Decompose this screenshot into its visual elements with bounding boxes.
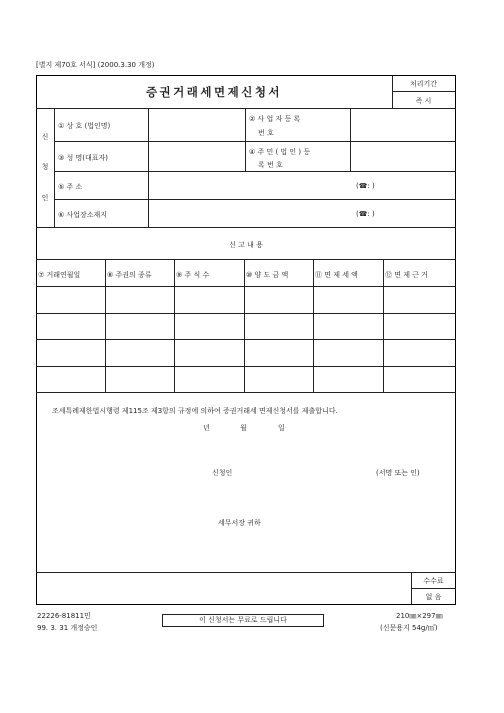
biz-reg-no-label: ② 사 업 자 등 록 xyxy=(249,115,301,123)
statement-text: 조세특례제한법시행령 제115조 제3항의 규정에 의하여 증권거래세 면제신청서를 제출합니다. xyxy=(52,407,338,415)
address-phone: (☎: ) xyxy=(356,182,375,190)
col-transfer-amount: ⑩ 양 도 금 액 xyxy=(246,271,289,279)
fee-value: 없 음 xyxy=(425,593,442,601)
biz-reg-no-field[interactable] xyxy=(351,109,455,140)
workplace-phone: (☎: ) xyxy=(356,210,375,218)
workplace-field[interactable] xyxy=(149,200,455,226)
biz-reg-no-label-2: 번 호 xyxy=(258,129,274,137)
col-share-count: ⑨ 주 식 수 xyxy=(176,271,210,279)
fee-label: 수수료 xyxy=(423,577,444,585)
signature-note: (서명 또는 인) xyxy=(376,469,420,477)
address-label: ⑤ 주 소 xyxy=(58,183,83,191)
recipient: 세무서장 귀하 xyxy=(218,519,261,527)
form-id: [별지 제70호 서식] (2000.3.30 개정) xyxy=(36,61,155,69)
representative-name-label: ③ 성 명(대표자) xyxy=(58,154,108,162)
free-notice: 이 신청서는 무료로 드립니다 xyxy=(162,614,324,627)
footer-size: 210㎜×297㎜ xyxy=(396,612,443,620)
applicant-label-2: 청 xyxy=(41,163,49,171)
report-header: 신 고 내 용 xyxy=(229,241,263,249)
company-name-label: ① 상 호 (법인명) xyxy=(58,122,111,130)
processing-period-label: 처리기간 xyxy=(409,80,438,88)
col-exempt-tax: ⑪ 면 제 세 액 xyxy=(315,271,358,279)
date-month: 월 xyxy=(240,424,247,432)
representative-name-field[interactable] xyxy=(149,142,244,170)
col-exempt-basis: ⑫ 면 제 근 거 xyxy=(385,271,428,279)
report-table-body[interactable] xyxy=(37,287,455,392)
col-trade-date: ⑦ 거래연월일 xyxy=(38,271,81,279)
applicant-sign-label: 신청인 xyxy=(212,469,233,477)
address-field[interactable] xyxy=(149,172,455,198)
date-year: 년 xyxy=(203,424,210,432)
resident-no-label-2: 록 번 호 xyxy=(258,161,283,169)
processing-period-value: 즉 시 xyxy=(415,97,432,105)
date-day: 일 xyxy=(278,424,285,432)
resident-no-label: ④ 주 민 ( 법 인 ) 등 xyxy=(249,148,311,156)
footer-approval: 99. 3. 31 개정승인 xyxy=(37,624,98,632)
footer-code: 22226-81811민 xyxy=(37,612,91,620)
applicant-label-1: 신 xyxy=(41,133,49,141)
workplace-label: ⑥ 사업장소재지 xyxy=(58,211,108,219)
col-share-type: ⑧ 주권의 종류 xyxy=(107,271,152,279)
resident-no-field[interactable] xyxy=(351,142,455,170)
company-name-field[interactable] xyxy=(149,109,244,140)
footer-paper: (신문용지 54g/㎡) xyxy=(380,624,438,632)
page-title: 증권거래세면제신청서 xyxy=(145,85,283,99)
applicant-label-3: 인 xyxy=(41,194,49,202)
